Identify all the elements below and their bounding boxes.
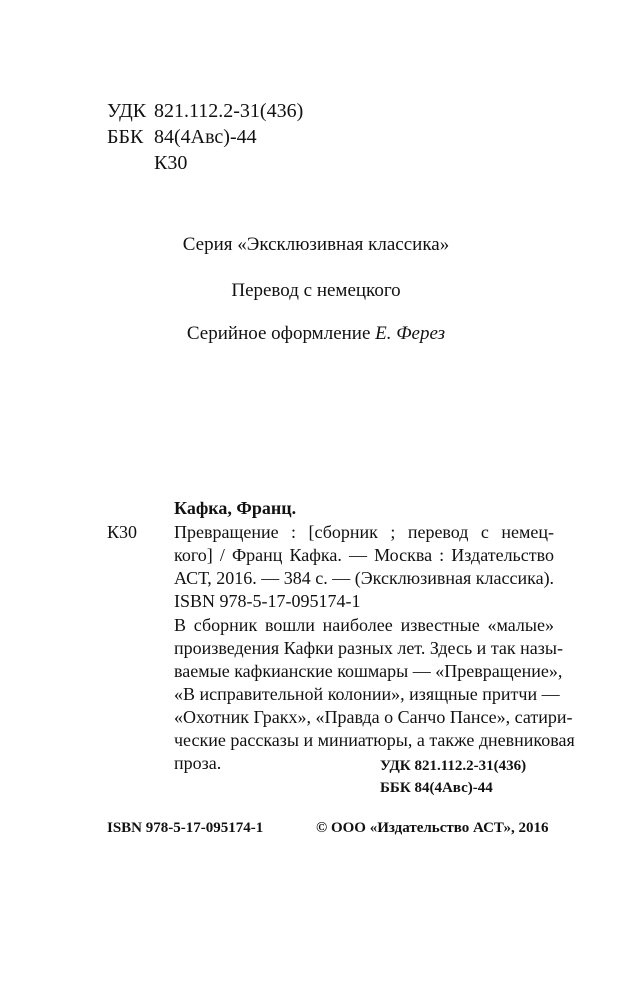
annotation-line-6: ческие рассказы и миниатюры, а также дневниковая (174, 730, 575, 750)
description-line-2: кого] / Франц Кафка. — Москва : Издательство (174, 545, 554, 565)
udk-line (107, 98, 303, 124)
bbk-line (107, 124, 257, 150)
annotation-line-7: проза. (174, 753, 222, 773)
footer-isbn: ISBN 978-5-17-095174-1 (107, 820, 264, 836)
translation-line: Перевод с немецкого (231, 280, 401, 301)
bbk-label: ББК (107, 126, 144, 148)
footer-copyright: © ООО «Издательство АСТ», 2016 (316, 820, 549, 836)
bbk-value: 84(4Авс)-44 (154, 126, 257, 148)
annotation-line-4: «В исправительной колонии», изящные притчи — (174, 684, 560, 704)
udk-label: УДК (107, 100, 147, 122)
design-name: Е. Ферез (375, 323, 446, 344)
annotation-line-3: ваемые кафкианские кошмары — «Превращение», (174, 661, 563, 681)
card-author: Кафка, Франц. (174, 498, 297, 518)
design-prefix: Серийное оформление (186, 323, 371, 344)
udk-value: 821.112.2-31(436) (154, 100, 304, 122)
card-udk: УДК 821.112.2-31(436) (380, 758, 527, 774)
annotation-line-2: произведения Кафки разных лет. Здесь и так назы- (174, 638, 563, 658)
description-line-1: Превращение : [сборник ; перевод с немец- (174, 522, 554, 542)
card-isbn: ISBN 978-5-17-095174-1 (174, 591, 361, 611)
design-line (0, 322, 632, 346)
series-line: Серия «Эксклюзивная классика» (182, 234, 450, 255)
author-mark: К30 (154, 152, 188, 174)
description-line-3: АСТ, 2016. — 384 с. — (Эксклюзивная классика). (174, 568, 555, 588)
annotation-line-5: «Охотник Гракх», «Правда о Санчо Пансе», сатири- (174, 707, 573, 727)
card-bbk: ББК 84(4Авс)-44 (380, 780, 493, 796)
card-code: К30 (107, 522, 138, 542)
annotation-line-1: В сборник вошли наиболее известные «малые» (174, 615, 554, 635)
